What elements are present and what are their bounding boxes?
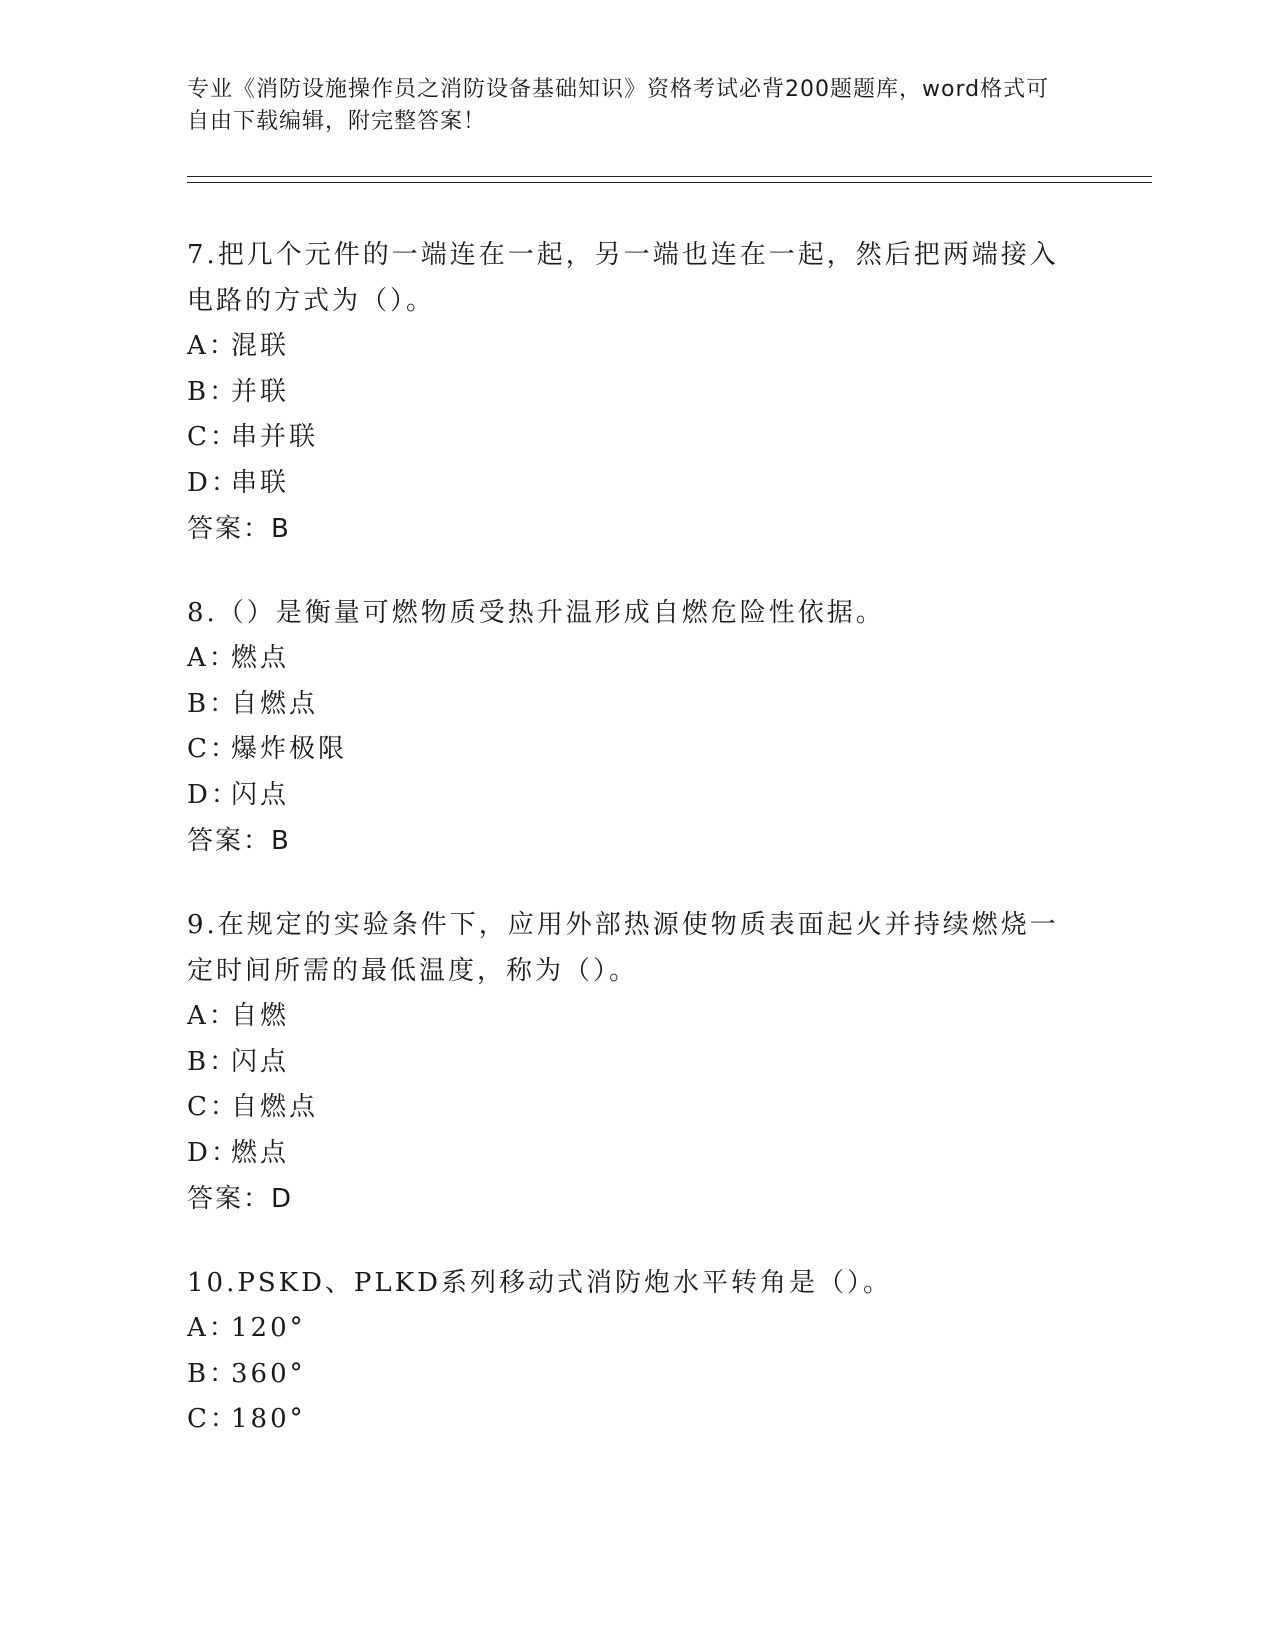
option-text: 并联 xyxy=(231,376,290,407)
option-c xyxy=(187,727,1067,773)
option-letter: D： xyxy=(187,779,240,810)
option-text: 燃点 xyxy=(231,643,290,673)
question-10 xyxy=(187,1260,1067,1443)
option-text: 120° xyxy=(231,1313,306,1343)
option-letter: D： xyxy=(187,1137,240,1168)
option-text: 串并联 xyxy=(231,422,319,452)
option-a xyxy=(187,324,1067,370)
option-text: 180° xyxy=(231,1404,306,1434)
option-text: 自燃 xyxy=(231,1001,290,1031)
option-b xyxy=(187,370,1067,416)
question-stem: 7.把几个元件的一端连在一起，另一端也连在一起，然后把两端接入电路的方式为（）。 xyxy=(187,240,1059,316)
question-8 xyxy=(187,590,1067,864)
option-b xyxy=(187,1352,1067,1398)
option-letter: C： xyxy=(187,1404,239,1434)
option-text: 串联 xyxy=(231,467,290,498)
option-d xyxy=(187,461,1067,507)
option-text: 闪点 xyxy=(231,1046,290,1077)
option-letter: C： xyxy=(187,734,239,764)
option-letter: B： xyxy=(187,688,239,719)
question-9 xyxy=(187,902,1067,1222)
option-c xyxy=(187,415,1067,461)
option-c xyxy=(187,1397,1067,1443)
option-letter: C： xyxy=(187,1092,239,1122)
question-7 xyxy=(187,232,1067,552)
option-text: 自燃点 xyxy=(231,1092,319,1122)
document-header: 专业《消防设施操作员之消防设备基础知识》资格考试必背200题题库，word格式可自由下载编辑，附完整答案！ xyxy=(187,77,1050,134)
answer-line: 答案：D xyxy=(187,1184,294,1214)
option-text: 闪点 xyxy=(231,779,290,810)
option-text: 360° xyxy=(231,1358,306,1389)
option-b xyxy=(187,1040,1067,1086)
question-list xyxy=(187,232,1067,1481)
option-text: 混联 xyxy=(231,331,290,361)
option-letter: A： xyxy=(187,1313,238,1343)
option-letter: A： xyxy=(187,643,238,673)
option-letter: B： xyxy=(187,1358,239,1389)
question-stem: 8.（）是衡量可燃物质受热升温形成自燃危险性依据。 xyxy=(187,598,885,628)
option-d xyxy=(187,1131,1067,1177)
answer-line: 答案：B xyxy=(187,514,291,544)
option-letter: D： xyxy=(187,467,240,498)
option-a xyxy=(187,1306,1067,1352)
option-b xyxy=(187,682,1067,728)
option-text: 爆炸极限 xyxy=(231,734,348,764)
option-a xyxy=(187,994,1067,1040)
option-letter: B： xyxy=(187,1046,239,1077)
answer-line: 答案：B xyxy=(187,826,291,856)
option-text: 燃点 xyxy=(231,1137,290,1168)
option-c xyxy=(187,1085,1067,1131)
option-letter: B： xyxy=(187,376,239,407)
question-stem: 9.在规定的实验条件下，应用外部热源使物质表面起火并持续燃烧一定时间所需的最低温度，称为（）。 xyxy=(187,910,1059,986)
question-stem: 10.PSKD、PLKD系列移动式消防炮水平转角是（）。 xyxy=(187,1268,892,1298)
option-letter: A： xyxy=(187,1001,238,1031)
option-d xyxy=(187,773,1067,819)
option-letter: C： xyxy=(187,422,239,452)
option-text: 自燃点 xyxy=(231,688,319,719)
option-letter: A： xyxy=(187,331,238,361)
header-rule-top xyxy=(187,176,1152,177)
header-rule-bottom xyxy=(187,182,1152,183)
option-a xyxy=(187,636,1067,682)
